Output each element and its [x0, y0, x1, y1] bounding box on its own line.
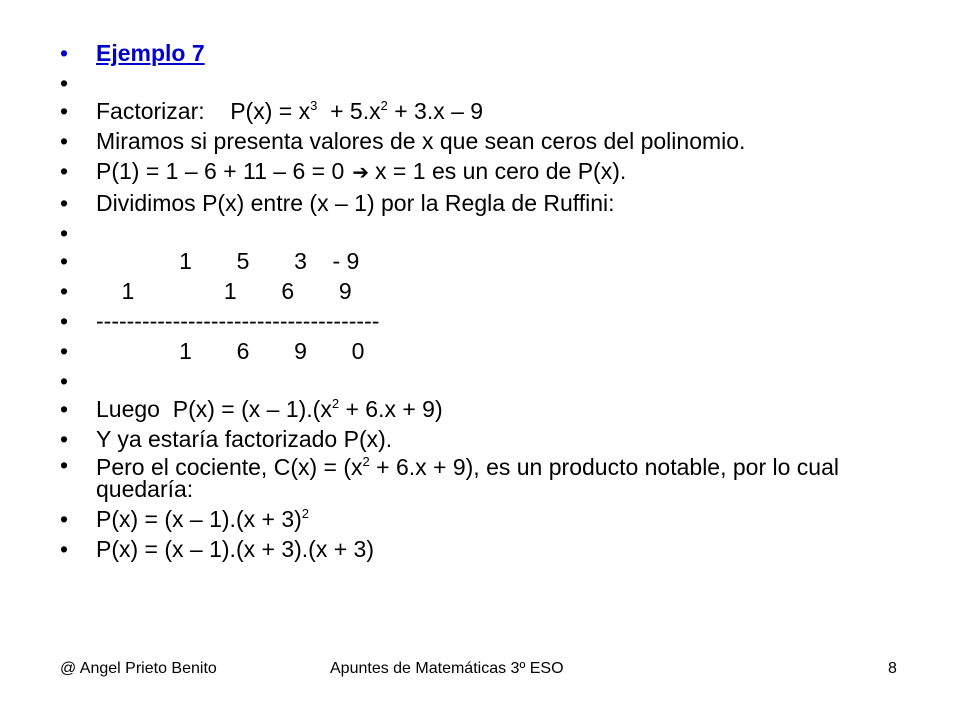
bullet-p1	[60, 156, 920, 188]
p1-text: P(1) = 1 – 6 + 11 – 6 = 0	[96, 158, 345, 184]
factor-exp1: 3	[310, 98, 318, 113]
bullet-yya	[60, 424, 920, 454]
luego-part1: Luego P(x) = (x – 1).(x	[96, 396, 332, 422]
pero-exp: 2	[362, 454, 370, 469]
result-1-exp: 2	[301, 506, 309, 521]
bullet-factorizar	[60, 96, 920, 126]
bullet-title	[60, 38, 920, 68]
factor-eq-part3: + 3.x – 9	[394, 98, 484, 124]
result-2-text: P(x) = (x – 1).(x + 3).(x + 3)	[96, 536, 374, 562]
ruffini-row-1-text: 1 5 3 - 9	[96, 248, 360, 274]
spacer	[60, 68, 920, 96]
bullet-pero	[60, 454, 920, 504]
footer-author: @ Angel Prieto Benito	[60, 660, 217, 677]
bullet-miramos	[60, 126, 920, 156]
ruffini-row-1	[60, 246, 920, 276]
miramos-text: Miramos si presenta valores de x que sean ceros del polinomio.	[96, 128, 746, 154]
ruffini-separator-text: -------------------------------------	[96, 308, 380, 334]
ruffini-row-2	[60, 276, 920, 306]
ruffini-row-3	[60, 336, 920, 366]
luego-part2: + 6.x + 9)	[345, 396, 443, 422]
factor-exp2: 2	[380, 98, 388, 113]
slide-title[interactable]: Ejemplo 7	[96, 40, 205, 66]
p1-conclusion: x = 1 es un cero de P(x).	[375, 158, 627, 184]
luego-exp: 2	[331, 396, 340, 411]
bullet-result-1	[60, 504, 920, 534]
spacer	[60, 218, 920, 246]
pero-part2: + 6.x + 9), es un producto notable, por lo cual quedaría:	[96, 454, 839, 502]
yya-text: Y ya estaría factorizado P(x).	[96, 426, 393, 452]
bullet-dividimos	[60, 188, 920, 218]
ruffini-separator	[60, 306, 920, 336]
bullet-luego	[60, 394, 920, 424]
pero-part1: Pero el cociente, C(x) = (x	[96, 454, 363, 480]
factor-eq-part2: + 5.x	[330, 98, 381, 124]
factor-label: Factorizar:	[96, 98, 205, 124]
footer-page-number: 8	[888, 660, 897, 677]
ruffini-row-2-text: 1 1 6 9	[96, 278, 352, 304]
right-arrow-icon: ➔	[352, 162, 370, 184]
footer-course: Apuntes de Matemáticas 3º ESO	[330, 660, 564, 677]
factor-eq-part1: P(x) = x	[230, 98, 311, 124]
dividimos-text: Dividimos P(x) entre (x – 1) por la Regla de Ruffini:	[96, 190, 615, 216]
spacer	[60, 366, 920, 394]
bullet-list	[60, 38, 920, 564]
ruffini-row-3-text: 1 6 9 0	[96, 338, 365, 364]
result-1-text: P(x) = (x – 1).(x + 3)	[96, 506, 302, 532]
bullet-result-2	[60, 534, 920, 564]
